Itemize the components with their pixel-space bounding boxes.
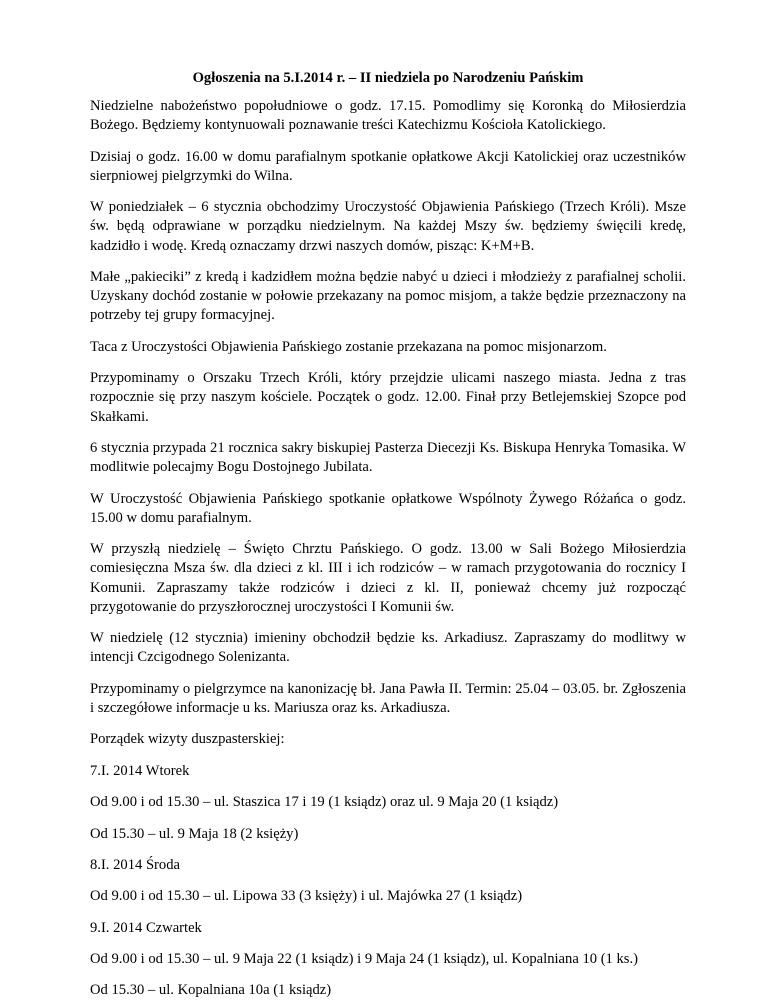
schedule-entry: Od 9.00 i od 15.30 – ul. Lipowa 33 (3 księży) i ul. Majówka 27 (1 ksiądz)	[90, 888, 523, 905]
schedule-entry: Od 15.30 – ul. Kopalniana 10a (1 ksiądz)	[90, 982, 332, 999]
announcement-paragraph: Niedzielne nabożeństwo popołudniowe o godz. 17.15. Pomodlimy się Koronką do Miłosierdzia Bożego. Będziemy kontynuowali poznawanie treści Katechizmu Kościoła Katolickiego.	[90, 98, 686, 134]
document-title: Ogłoszenia na 5.I.2014 r. – II niedziela po Narodzeniu Pańskim	[192, 70, 584, 86]
announcement-paragraph: W przyszłą niedzielę – Święto Chrztu Pańskiego. O godz. 13.00 w Sali Bożego Miłosierdzia comiesięczna Msza św. dla dzieci z kl. III i ich rodziców – w ramach przygotowania do rocznicy I Komunii. Zapraszamy także rodziców i dzieci z kl. II, ponieważ chcemy już rozpocząć przygotowanie do przyszłorocznej uroczystości I Komunii św.	[90, 541, 686, 615]
announcement-paragraph: 6 stycznia przypada 21 rocznica sakry biskupiej Pasterza Diecezji Ks. Biskupa Henryka Tomasika. W modlitwie polecajmy Bogu Dostojnego Jubilata.	[90, 439, 686, 476]
announcement-paragraph: W niedzielę (12 stycznia) imieniny obchodził będzie ks. Arkadiusz. Zapraszamy do modlitwy w intencji Czcigodnego Solenizanta.	[90, 630, 686, 666]
schedule-entry: Od 9.00 i od 15.30 – ul. Staszica 17 i 19 (1 ksiądz) oraz ul. 9 Maja 20 (1 ksiądz)	[90, 794, 559, 811]
announcement-paragraph: Małe „pakieciki” z kredą i kadzidłem można będzie nabyć u dzieci i młodzieży z parafialnej scholii. Uzyskany dochód zostanie w połowie przekazany na pomoc misjom, a także będzie przeznaczony na potrzeby tej grupy formacyjnej.	[90, 268, 686, 324]
schedule-date: 8.I. 2014 Środa	[90, 856, 180, 873]
announcement-paragraph: Przypominamy o pielgrzymce na kanonizację bł. Jana Pawła II. Termin: 25.04 – 03.05. br. Zgłoszenia i szczegółowe informacje u ks. Mariusza oraz ks. Arkadiusza.	[90, 680, 686, 716]
announcement-paragraph: W poniedziałek – 6 stycznia obchodzimy Uroczystość Objawienia Pańskiego (Trzech Króli). Msze św. będą odprawiane w porządku niedzielnym. Na każdej Mszy św. będziemy święcili kredę, kadzidło i wodę. Kredą oznaczamy drzwi naszych domów, pisząc: K+M+B.	[90, 199, 686, 254]
schedule-entry: Od 15.30 – ul. 9 Maja 18 (2 księży)	[90, 825, 299, 842]
announcement-paragraph: W Uroczystość Objawienia Pańskiego spotkanie opłatkowe Wspólnoty Żywego Różańca o godz. 15.00 w domu parafialnym.	[90, 490, 686, 526]
schedule-date: 7.I. 2014 Wtorek	[90, 762, 190, 779]
schedule-entry: Od 9.00 i od 15.30 – ul. 9 Maja 22 (1 ksiądz) i 9 Maja 24 (1 ksiądz), ul. Kopalniana 10 (1 ks.)	[90, 951, 638, 968]
schedule-heading: Porządek wizyty duszpasterskiej:	[90, 731, 285, 748]
announcement-paragraph: Dzisiaj o godz. 16.00 w domu parafialnym spotkanie opłatkowe Akcji Katolickiej oraz uczestników sierpniowej pielgrzymki do Wilna.	[90, 148, 686, 184]
announcement-paragraph: Przypominamy o Orszaku Trzech Króli, który przejdzie ulicami naszego miasta. Jedna z tras rozpocznie się przy naszym kościele. Początek o godz. 12.00. Finał przy Betlejemskiej Szopce pod Skałkami.	[90, 370, 686, 425]
announcement-paragraph: Taca z Uroczystości Objawienia Pańskiego zostanie przekazana na pomoc misjonarzom.	[90, 338, 607, 355]
schedule-date: 9.I. 2014 Czwartek	[90, 919, 202, 936]
